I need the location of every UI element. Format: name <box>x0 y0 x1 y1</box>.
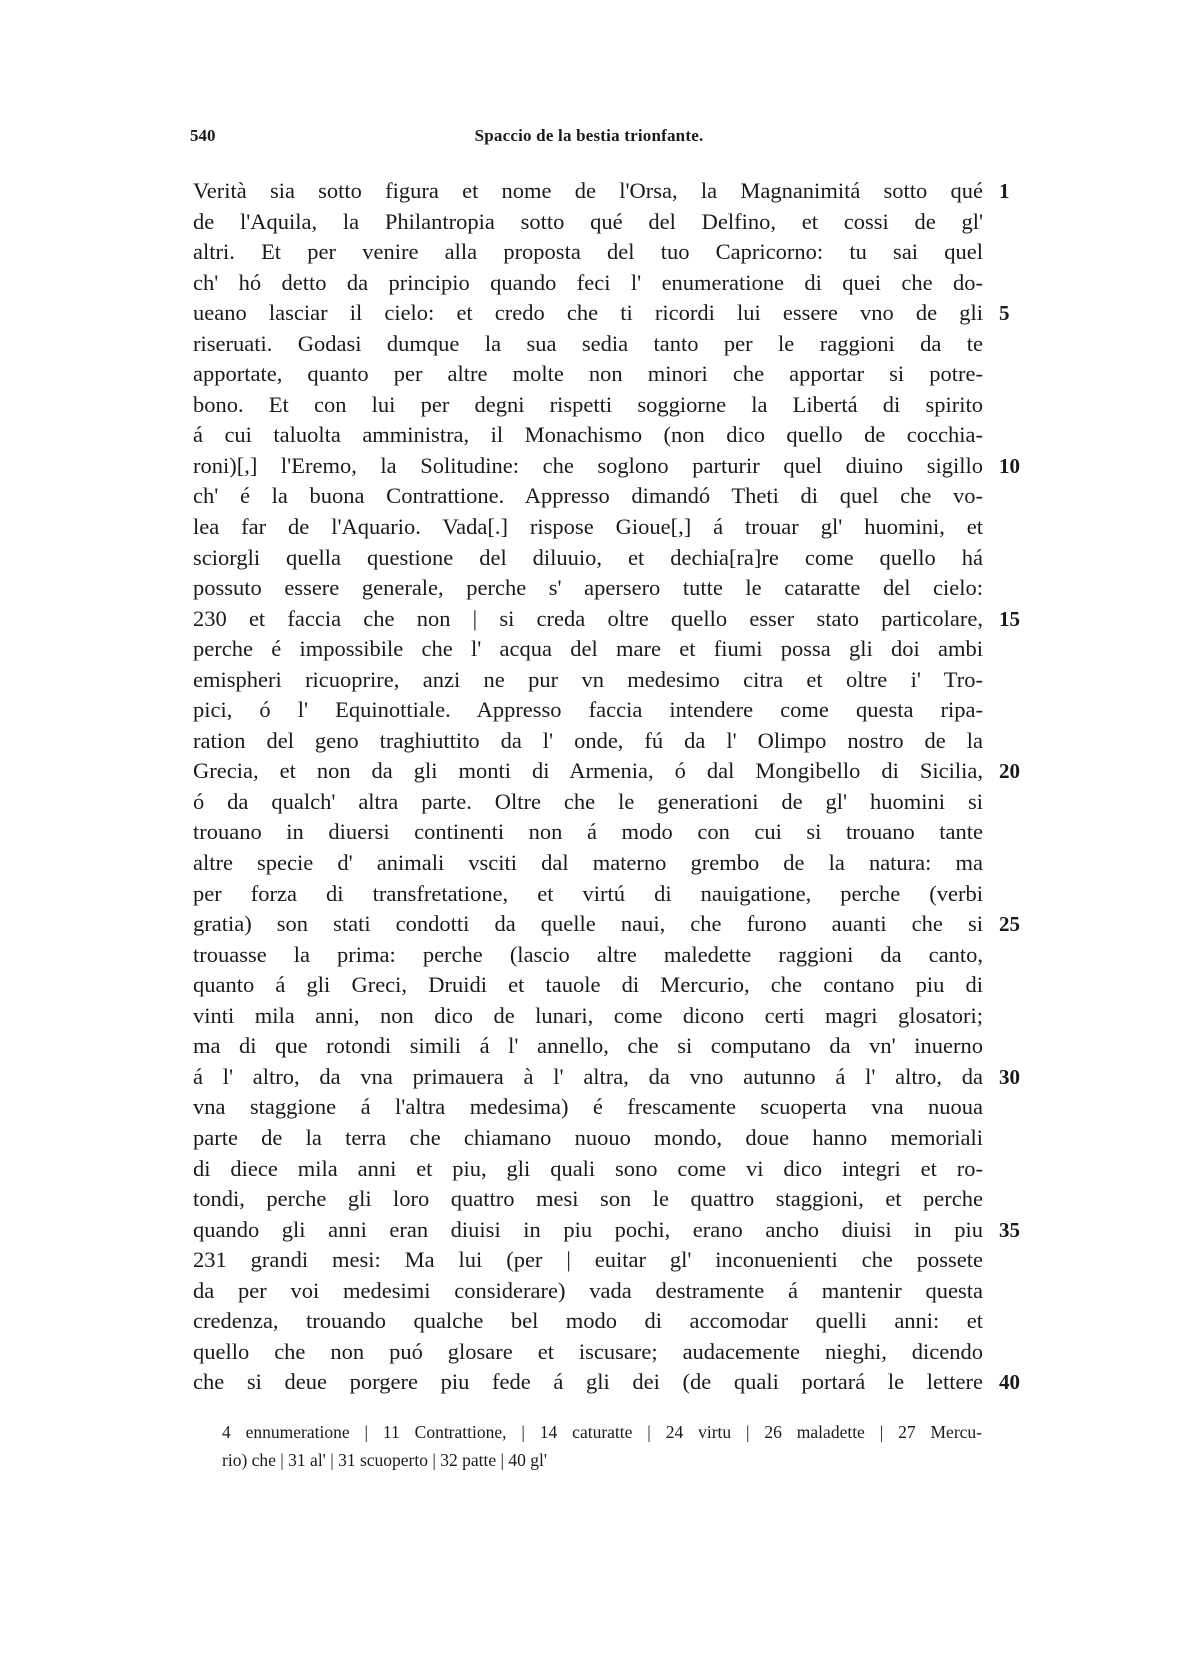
text-line <box>193 1215 1020 1246</box>
text-line <box>193 1001 983 1032</box>
text-line <box>193 359 983 390</box>
line-text: 231 grandi mesi: Ma lui (per | euitar gl' inconuenienti che possete <box>193 1247 983 1273</box>
text-line <box>193 909 1020 940</box>
text-line <box>193 695 983 726</box>
text-line <box>193 634 983 665</box>
text-line <box>193 390 983 421</box>
line-text: 230 et faccia che non | si creda oltre quello esser stato particolare, <box>193 605 983 631</box>
line-text: de l'Aquila, la Philantropia sotto qué del Delfino, et cossi de gl' <box>193 208 983 234</box>
text-line <box>193 1245 983 1276</box>
text-line <box>193 1154 983 1185</box>
text-line <box>193 1306 983 1337</box>
text-line <box>193 726 983 757</box>
line-text: di diece mila anni et piu, gli quali sono come vi dico integri et ro- <box>193 1155 983 1181</box>
text-line <box>193 1031 983 1062</box>
text-line <box>193 1337 983 1368</box>
line-text: vinti mila anni, non dico de lunari, come dicono certi magri glosatori; <box>193 1002 983 1028</box>
line-text: emispheri ricuoprire, anzi ne pur vn medesimo citra et oltre i' Tro- <box>193 666 983 692</box>
line-text: pici, ó l' Equinottiale. Appresso faccia intendere come questa ripa- <box>193 697 983 723</box>
critical-apparatus <box>222 1418 982 1474</box>
line-text: credenza, trouando qualche bel modo di accomodar quelli anni: et <box>193 1308 983 1334</box>
text-line <box>193 787 983 818</box>
line-text: sciorgli quella questione del diluuio, et dechia[ra]re come quello há <box>193 544 983 570</box>
text-line <box>193 848 983 879</box>
text-line <box>193 329 983 360</box>
line-text: trouano in diuersi continenti non á modo con cui si trouano tante <box>193 819 983 845</box>
line-text: ueano lasciar il cielo: et credo che ti ricordi lui essere vno de gli <box>193 300 983 326</box>
page-number: 540 <box>190 126 216 145</box>
line-number: 40 <box>999 1370 1020 1395</box>
text-line <box>193 817 983 848</box>
line-text: trouasse la prima: perche (lascio altre maledette raggioni da canto, <box>193 941 983 967</box>
line-number: 1 <box>999 179 1010 203</box>
text-line <box>193 1184 983 1215</box>
text-line <box>193 543 983 574</box>
line-text: parte de la terra che chiamano nuouo mondo, doue hanno memoriali <box>193 1124 983 1150</box>
line-text: possuto essere generale, perche s' apersero tutte le cataratte del cielo: <box>193 575 983 601</box>
text-line <box>193 1367 1020 1398</box>
line-text: ration del geno traghiuttito da l' onde, fú da l' Olimpo nostro de la <box>193 727 983 753</box>
line-text: altre specie d' animali vsciti dal materno grembo de la natura: ma <box>193 850 983 876</box>
text-line <box>193 1123 983 1154</box>
line-text: perche é impossibile che l' acqua del mare et fiumi possa gli doi ambi <box>193 636 983 662</box>
footnote-line: rio) che | 31 al' | 31 scuoperto | 32 patte | 40 gl' <box>222 1450 548 1470</box>
line-text: apportate, quanto per altre molte non minori che apportar si potre- <box>193 361 983 387</box>
line-text: riseruati. Godasi dumque la sua sedia tanto per le raggioni da te <box>193 330 983 356</box>
line-text: quello che non puó glosare et iscusare; audacemente nieghi, dicendo <box>193 1338 983 1364</box>
text-line <box>193 268 983 299</box>
text-line <box>193 1276 983 1307</box>
line-text: ó da qualch' altra parte. Oltre che le generationi de gl' huomini si <box>193 788 983 814</box>
line-text: che si deue porgere piu fede á gli dei (de quali portará le lettere <box>193 1369 983 1395</box>
line-text: á l' altro, da vna primauera à l' altra, da vno autunno á l' altro, da <box>193 1063 983 1089</box>
line-text: lea far de l'Aquario. Vada[.] rispose Gioue[,] á trouar gl' huomini, et <box>193 514 983 540</box>
text-line <box>193 756 1020 787</box>
text-line <box>193 604 1020 635</box>
line-text: da per voi medesimi considerare) vada destramente á mantenir questa <box>193 1277 983 1303</box>
text-line <box>193 970 983 1001</box>
line-text: tondi, perche gli loro quattro mesi son le quattro staggioni, et perche <box>193 1186 983 1212</box>
footnote-line: 4 ennumeratione | 11 Contrattione, | 14 caturatte | 24 virtu | 26 maladette | 27 Mercu- <box>222 1422 982 1442</box>
line-number: 20 <box>999 759 1020 784</box>
text-line <box>193 207 983 238</box>
line-text: altri. Et per venire alla proposta del tuo Capricorno: tu sai quel <box>193 239 983 265</box>
text-line <box>193 573 983 604</box>
running-title: Spaccio de la bestia trionfante. <box>474 126 704 145</box>
text-line <box>193 481 983 512</box>
text-line <box>193 451 1020 482</box>
text-line <box>193 1062 1020 1093</box>
line-text: ch' hó detto da principio quando feci l' enumeratione di quei che do- <box>193 269 983 295</box>
line-text: ma di que rotondi simili á l' annello, che si computano da vn' inuerno <box>193 1033 983 1059</box>
line-number: 30 <box>999 1064 1020 1089</box>
line-text: bono. Et con lui per degni rispetti soggiorne la Libertá di spirito <box>193 391 983 417</box>
line-text: gratia) son stati condotti da quelle naui, che furono auanti che si <box>193 911 983 937</box>
line-number: 5 <box>999 301 1010 326</box>
line-text: Verità sia sotto figura et nome de l'Orsa, la Magnanimitá sotto qué <box>193 178 983 203</box>
line-text: ch' é la buona Contrattione. Appresso dimandó Theti di quel che vo- <box>193 483 983 509</box>
line-number: 35 <box>999 1217 1020 1242</box>
text-line <box>193 940 983 971</box>
text-line <box>193 879 983 910</box>
text-line <box>193 298 1010 329</box>
main-text <box>193 176 1020 1398</box>
line-text: quando gli anni eran diuisi in piu pochi, erano ancho diuisi in piu <box>193 1216 983 1242</box>
line-number: 10 <box>999 453 1020 478</box>
text-line <box>193 665 983 696</box>
line-text: roni)[,] l'Eremo, la Solitudine: che soglono parturir quel diuino sigillo <box>193 452 983 478</box>
text-line <box>193 237 983 268</box>
line-text: Grecia, et non da gli monti di Armenia, ó dal Mongibello di Sicilia, <box>193 758 983 784</box>
line-text: quanto á gli Greci, Druidi et tauole di Mercurio, che contano piu di <box>193 972 983 998</box>
line-number: 25 <box>999 912 1020 937</box>
page-header <box>190 126 988 150</box>
line-text: per forza di transfretatione, et virtú di nauigatione, perche (verbi <box>193 880 983 906</box>
line-text: á cui taluolta amministra, il Monachismo (non dico quello de cocchia- <box>193 422 983 448</box>
line-number: 15 <box>999 606 1020 631</box>
text-line <box>193 176 1010 207</box>
text-line <box>193 512 983 543</box>
text-line <box>193 420 983 451</box>
line-text: vna staggione á l'altra medesima) é frescamente scuoperta vna nuoua <box>193 1094 983 1120</box>
text-line <box>193 1092 983 1123</box>
